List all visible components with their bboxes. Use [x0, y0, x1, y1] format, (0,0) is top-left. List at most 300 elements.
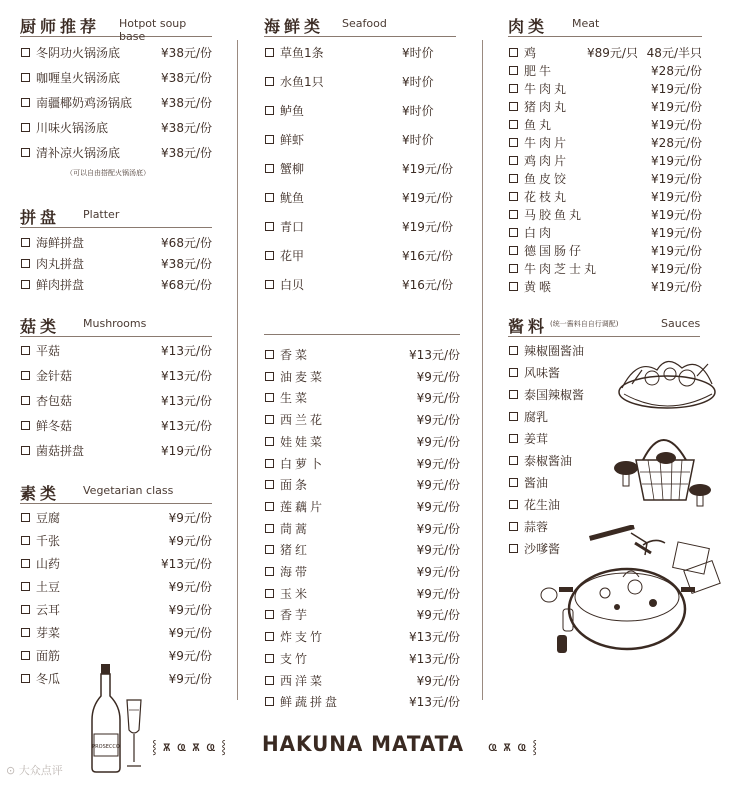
- item-name: 蟹柳: [280, 162, 305, 176]
- item-price: ¥19元/份: [651, 244, 702, 258]
- item-price: ¥19元/份: [402, 220, 453, 234]
- section-title-zh: 酱料: [508, 317, 549, 336]
- item-name: 牛肉芝士丸: [524, 262, 600, 276]
- item-name: 支竹: [280, 651, 311, 666]
- item-name: 花甲: [280, 249, 305, 263]
- checkbox[interactable]: [509, 368, 518, 377]
- list-item[interactable]: [20, 254, 212, 274]
- list-item[interactable]: [20, 143, 212, 163]
- item-price: ¥38元/份: [161, 121, 212, 135]
- list-item[interactable]: [264, 345, 460, 365]
- checkbox[interactable]: [265, 697, 274, 706]
- item-price: ¥时价: [402, 75, 434, 89]
- section-header: [508, 10, 702, 37]
- checkbox[interactable]: [21, 559, 30, 568]
- item-name: 花枝丸: [524, 190, 570, 204]
- checkbox[interactable]: [265, 106, 274, 115]
- list-item[interactable]: [20, 391, 212, 411]
- list-item[interactable]: [508, 79, 702, 99]
- section-title-zh: 拼盘: [20, 208, 61, 227]
- section-title-zh: 肉类: [508, 17, 549, 36]
- checkbox[interactable]: [509, 156, 518, 165]
- checkbox[interactable]: [265, 437, 274, 446]
- checkbox[interactable]: [509, 522, 518, 531]
- checkbox[interactable]: [509, 264, 518, 273]
- item-name: 海鲜拼盘: [36, 236, 85, 250]
- section-header: [20, 310, 212, 337]
- item-name: 玉米: [280, 586, 311, 601]
- item-price: ¥13元/份: [409, 348, 460, 362]
- item-price: ¥13元/份: [161, 419, 212, 433]
- checkbox[interactable]: [509, 120, 518, 129]
- item-name: 茼蒿: [280, 521, 311, 536]
- item-price: ¥9元/份: [416, 391, 460, 406]
- item-name: 山药: [36, 557, 61, 571]
- item-price: ¥19元/份: [402, 162, 453, 176]
- item-name: 风味酱: [524, 366, 561, 380]
- checkbox[interactable]: [265, 193, 274, 202]
- section-header: [264, 308, 460, 335]
- checkbox[interactable]: [509, 102, 518, 111]
- item-name: 鲜肉拼盘: [36, 278, 85, 292]
- item-name: 南疆椰奶鸡汤锅底: [36, 96, 133, 110]
- list-item[interactable]: [264, 671, 460, 691]
- item-name: 清补凉火锅汤底: [36, 146, 121, 160]
- item-price: ¥89元/只: [587, 46, 638, 60]
- item-name: 猪肉丸: [524, 100, 570, 114]
- list-item[interactable]: [20, 68, 212, 88]
- item-price: ¥19元/份: [651, 280, 702, 294]
- checkbox[interactable]: [509, 434, 518, 443]
- section-title-en: Sauces: [661, 317, 701, 330]
- section-seafood: [264, 10, 456, 304]
- item-price: ¥19元/份: [161, 444, 212, 458]
- checkbox[interactable]: [265, 654, 274, 663]
- item-name: 莲藕片: [280, 499, 326, 514]
- list-item[interactable]: [264, 130, 456, 150]
- list-item[interactable]: [264, 159, 456, 179]
- checkbox[interactable]: [509, 246, 518, 255]
- item-name: 咖喱皇火锅汤底: [36, 71, 121, 85]
- item-name: 猪红: [280, 543, 311, 558]
- list-item[interactable]: [20, 416, 212, 436]
- item-list: [20, 228, 212, 296]
- checkbox[interactable]: [21, 628, 30, 637]
- checkbox[interactable]: [21, 674, 30, 683]
- item-list: [264, 335, 460, 714]
- item-price: ¥13元/份: [409, 630, 460, 645]
- watermark: [6, 762, 63, 778]
- checkbox[interactable]: [21, 605, 30, 614]
- item-price: ¥13元/份: [161, 344, 212, 358]
- item-name: 鸡肉片: [524, 154, 570, 168]
- item-price: ¥38元/份: [161, 257, 212, 271]
- list-item[interactable]: [264, 188, 456, 208]
- item-price: ¥19元/份: [651, 226, 702, 240]
- list-item[interactable]: [20, 366, 212, 386]
- item-name: 鲜蔬拼盘: [280, 695, 341, 710]
- checkbox[interactable]: [21, 651, 30, 660]
- item-price: ¥9元/份: [416, 608, 460, 623]
- bottle-label: PROSECCO: [92, 744, 120, 750]
- checkbox[interactable]: [265, 135, 274, 144]
- item-name: 马胶鱼丸: [524, 208, 585, 222]
- list-item[interactable]: [20, 341, 212, 361]
- list-item[interactable]: [264, 101, 456, 121]
- item-price: ¥时价: [402, 104, 434, 118]
- item-price: ¥19元/份: [651, 118, 702, 132]
- item-price: ¥19元/份: [651, 262, 702, 276]
- item-price: ¥9元/份: [168, 649, 212, 663]
- checkbox[interactable]: [21, 446, 30, 455]
- item-price: ¥19元/份: [651, 190, 702, 204]
- item-name: 杏包菇: [36, 394, 73, 408]
- item-price: ¥68元/份: [161, 236, 212, 250]
- checkbox[interactable]: [265, 48, 274, 57]
- checkbox[interactable]: [21, 582, 30, 591]
- checkbox[interactable]: [265, 480, 274, 489]
- item-name: 辣椒圈酱油: [524, 344, 585, 358]
- list-item[interactable]: [264, 649, 460, 669]
- section-header: [508, 310, 700, 337]
- list-item[interactable]: [508, 115, 702, 135]
- item-name: 炸支竹: [280, 630, 326, 645]
- checkbox[interactable]: [21, 536, 30, 545]
- item-name: 面条: [280, 478, 311, 493]
- list-item[interactable]: [264, 519, 460, 539]
- item-name: 酱油: [524, 476, 549, 490]
- item-name: 鲜虾: [280, 133, 305, 147]
- item-price: ¥9元/份: [416, 565, 460, 579]
- item-name: 青口: [280, 220, 305, 234]
- item-price: ¥9元/份: [168, 534, 212, 548]
- item-name: 水鱼1只: [280, 75, 324, 89]
- item-list: [264, 37, 456, 304]
- list-item[interactable]: [20, 600, 212, 620]
- checkbox[interactable]: [265, 372, 274, 381]
- checkbox[interactable]: [265, 632, 274, 641]
- item-price: ¥9元/份: [168, 626, 212, 640]
- item-price: ¥9元/份: [416, 434, 460, 449]
- checkbox[interactable]: [509, 456, 518, 465]
- hotpot-illustration: [535, 525, 725, 665]
- list-item[interactable]: [20, 93, 212, 113]
- tribal-ornament-left: ⸾ ѫ ҩ ѫ ҩ ⸾: [152, 740, 227, 755]
- item-name: 海带: [280, 565, 311, 579]
- item-name: 金针菇: [36, 369, 73, 383]
- list-item[interactable]: [264, 605, 460, 625]
- checkbox[interactable]: [21, 238, 30, 247]
- checkbox[interactable]: [21, 123, 30, 132]
- item-price: ¥9元/份: [416, 413, 460, 428]
- list-item[interactable]: [508, 205, 702, 225]
- list-item[interactable]: [264, 388, 460, 408]
- list-item[interactable]: [264, 432, 460, 452]
- item-price: ¥9元/份: [168, 511, 212, 525]
- list-item[interactable]: [20, 623, 212, 643]
- list-item[interactable]: [20, 43, 212, 63]
- item-price-half: 48元/半只: [646, 46, 702, 60]
- section-title-en: Hotpot soup base: [119, 17, 187, 43]
- checkbox[interactable]: [265, 502, 274, 511]
- list-item[interactable]: [264, 246, 456, 266]
- checkbox[interactable]: [265, 524, 274, 533]
- watermark-logo-icon: ⊙: [6, 764, 19, 777]
- list-item[interactable]: [264, 475, 460, 495]
- watermark-text: 大众点评: [18, 764, 63, 777]
- list-item[interactable]: [508, 223, 702, 243]
- item-name: 白肉: [524, 226, 555, 240]
- list-item[interactable]: [264, 275, 456, 295]
- list-item[interactable]: [20, 577, 212, 597]
- item-price: ¥38元/份: [161, 46, 212, 60]
- item-price: ¥时价: [402, 46, 434, 60]
- item-name: 草鱼1条: [280, 46, 324, 60]
- checkbox[interactable]: [509, 544, 518, 553]
- list-item[interactable]: [508, 133, 702, 153]
- section-title-zh: 菇类: [20, 317, 61, 336]
- item-price: ¥9元/份: [416, 369, 460, 384]
- checkbox[interactable]: [509, 500, 518, 509]
- item-name: 鸡: [524, 46, 537, 60]
- item-price: ¥13元/份: [161, 369, 212, 383]
- column-divider-left: [237, 40, 238, 700]
- list-item[interactable]: [20, 118, 212, 138]
- item-price: ¥9元/份: [168, 672, 212, 686]
- item-name: 白贝: [280, 278, 305, 292]
- item-list: [20, 37, 212, 168]
- section-platter: [20, 201, 212, 296]
- chef-note: （可以自由搭配火锅汤底）: [66, 169, 150, 177]
- checkbox[interactable]: [21, 421, 30, 430]
- item-price: ¥9元/份: [416, 543, 460, 558]
- item-price: ¥38元/份: [161, 71, 212, 85]
- checkbox[interactable]: [21, 280, 30, 289]
- item-name: 冬阴功火锅汤底: [36, 46, 121, 60]
- section-title-note: (统一酱料自自行调配): [550, 320, 619, 328]
- list-item[interactable]: [20, 531, 212, 551]
- item-price: ¥13元/份: [409, 695, 460, 710]
- checkbox[interactable]: [21, 259, 30, 268]
- section-meat: [508, 10, 702, 307]
- item-price: ¥28元/份: [651, 136, 702, 150]
- list-item[interactable]: [508, 169, 702, 189]
- item-name: 鱼丸: [524, 118, 555, 132]
- checkbox[interactable]: [21, 396, 30, 405]
- meat-item-list: [508, 37, 702, 295]
- checkbox[interactable]: [21, 98, 30, 107]
- checkbox[interactable]: [21, 148, 30, 157]
- list-item[interactable]: [264, 584, 460, 604]
- item-price: ¥19元/份: [651, 208, 702, 222]
- item-name: 肥牛: [524, 64, 555, 78]
- checkbox[interactable]: [265, 280, 274, 289]
- tribal-ornament-right: ҩ ѫ ҩ ⸾: [488, 740, 539, 755]
- list-item[interactable]: [508, 241, 702, 261]
- item-name: 鲈鱼: [280, 104, 305, 118]
- item-name: 肉丸拼盘: [36, 257, 85, 271]
- list-item[interactable]: [20, 233, 212, 253]
- checkbox[interactable]: [265, 459, 274, 468]
- item-name: 黄喉: [524, 280, 555, 294]
- item-name: 云耳: [36, 603, 61, 617]
- checkbox[interactable]: [265, 415, 274, 424]
- item-name: 德国肠仔: [524, 244, 585, 258]
- item-name: 沙嗲酱: [524, 542, 561, 556]
- list-item[interactable]: [508, 61, 702, 81]
- item-price: ¥16元/份: [402, 278, 453, 292]
- vegetable-basket-illustration: [612, 348, 722, 418]
- item-name: 蒜蓉: [524, 520, 549, 534]
- list-item[interactable]: [508, 97, 702, 117]
- section-title-en: Platter: [83, 208, 120, 221]
- section-chef-recommend: [20, 10, 212, 168]
- checkbox[interactable]: [509, 282, 518, 291]
- item-list: [20, 337, 212, 466]
- item-price: ¥19元/份: [651, 154, 702, 168]
- checkbox[interactable]: [265, 393, 274, 402]
- item-price: ¥38元/份: [161, 96, 212, 110]
- item-name: 面筋: [36, 649, 61, 663]
- item-name: 鱿鱼: [280, 191, 305, 205]
- section-header: [20, 477, 212, 504]
- checkbox[interactable]: [509, 228, 518, 237]
- checkbox[interactable]: [509, 66, 518, 75]
- list-item[interactable]: [264, 410, 460, 430]
- checkbox[interactable]: [509, 210, 518, 219]
- list-item[interactable]: [264, 540, 460, 560]
- wine-glass-illustration: [124, 698, 144, 772]
- column-divider-right: [482, 40, 483, 700]
- item-name: 牛肉丸: [524, 82, 570, 96]
- checkbox[interactable]: [265, 350, 274, 359]
- item-price: ¥16元/份: [402, 249, 453, 263]
- checkbox[interactable]: [265, 222, 274, 231]
- item-list: [508, 37, 702, 307]
- item-name: 川味火锅汤底: [36, 121, 109, 135]
- item-price: ¥38元/份: [161, 146, 212, 160]
- item-name: 豆腐: [36, 511, 61, 525]
- item-name: 香芋: [280, 608, 311, 623]
- list-item[interactable]: [264, 367, 460, 387]
- item-price: ¥13元/份: [409, 651, 460, 666]
- list-item[interactable]: [264, 43, 456, 63]
- checkbox[interactable]: [509, 412, 518, 421]
- checkbox[interactable]: [509, 478, 518, 487]
- mushroom-basket-illustration: [608, 420, 718, 510]
- section-vegetables: [264, 308, 460, 714]
- checkbox[interactable]: [21, 371, 30, 380]
- list-item[interactable]: [508, 187, 702, 207]
- item-name: 白萝卜: [280, 456, 326, 471]
- item-price: ¥9元/份: [416, 521, 460, 536]
- item-name: 香菜: [280, 348, 311, 362]
- section-title-en: Mushrooms: [83, 317, 147, 330]
- checkbox[interactable]: [265, 164, 274, 173]
- checkbox[interactable]: [509, 192, 518, 201]
- checkbox[interactable]: [265, 545, 274, 554]
- section-title-zh: 素类: [20, 484, 61, 503]
- item-name: 土豆: [36, 580, 61, 594]
- checkbox[interactable]: [265, 589, 274, 598]
- checkbox[interactable]: [509, 390, 518, 399]
- item-name: 泰国辣椒酱: [524, 388, 585, 402]
- list-item[interactable]: [264, 217, 456, 237]
- item-price: ¥9元/份: [168, 603, 212, 617]
- section-title-en: Meat: [572, 17, 600, 30]
- list-item[interactable]: [20, 554, 212, 574]
- checkbox[interactable]: [509, 174, 518, 183]
- item-price: ¥9元/份: [168, 580, 212, 594]
- list-item[interactable]: [508, 151, 702, 171]
- checkbox[interactable]: [21, 48, 30, 57]
- checkbox[interactable]: [509, 346, 518, 355]
- item-price: ¥9元/份: [416, 586, 460, 601]
- item-name: 千张: [36, 534, 61, 548]
- list-item[interactable]: [264, 562, 460, 582]
- item-price: ¥9元/份: [416, 499, 460, 514]
- checkbox[interactable]: [265, 77, 274, 86]
- item-price: ¥19元/份: [651, 82, 702, 96]
- item-name: 腐乳: [524, 410, 549, 424]
- item-price: ¥9元/份: [416, 478, 460, 493]
- checkbox[interactable]: [265, 251, 274, 260]
- list-item[interactable]: [20, 441, 212, 461]
- checkbox[interactable]: [509, 138, 518, 147]
- list-item[interactable]: [20, 508, 212, 528]
- checkbox[interactable]: [21, 73, 30, 82]
- item-price: ¥9元/份: [416, 456, 460, 471]
- item-price: ¥13元/份: [161, 557, 212, 571]
- item-name: 冬瓜: [36, 672, 61, 686]
- item-name: 鲜冬菇: [36, 419, 73, 433]
- section-title-en: Seafood: [342, 17, 387, 30]
- section-header: [264, 10, 456, 37]
- section-header: [20, 201, 212, 228]
- checkbox[interactable]: [265, 676, 274, 685]
- item-name: 牛肉片: [524, 136, 570, 150]
- checkbox[interactable]: [265, 567, 274, 576]
- list-item[interactable]: [264, 497, 460, 517]
- slogan: HAKUNA MATATA: [262, 732, 465, 756]
- item-name: 菌菇拼盘: [36, 444, 85, 458]
- section-mushrooms: [20, 310, 212, 466]
- item-price: ¥时价: [402, 133, 434, 147]
- list-item[interactable]: [508, 259, 702, 279]
- section-vegetarian: [20, 477, 212, 692]
- checkbox[interactable]: [265, 610, 274, 619]
- list-item[interactable]: [264, 454, 460, 474]
- list-item[interactable]: [264, 72, 456, 92]
- item-name: 花生油: [524, 498, 561, 512]
- checkbox[interactable]: [21, 346, 30, 355]
- list-item[interactable]: [508, 277, 702, 297]
- checkbox[interactable]: [21, 513, 30, 522]
- list-item[interactable]: [264, 692, 460, 712]
- item-name: 泰椒酱油: [524, 454, 573, 468]
- item-name: 姜茸: [524, 432, 549, 446]
- list-item[interactable]: [264, 627, 460, 647]
- checkbox[interactable]: [509, 84, 518, 93]
- item-price: ¥19元/份: [402, 191, 453, 205]
- item-price: ¥19元/份: [651, 100, 702, 114]
- item-price: ¥9元/份: [416, 673, 460, 688]
- item-name: 鱼皮饺: [524, 172, 570, 186]
- section-title-zh: 海鲜类: [264, 17, 325, 36]
- section-header: [20, 10, 212, 43]
- item-name: 西洋菜: [280, 673, 326, 688]
- list-item[interactable]: [20, 275, 212, 295]
